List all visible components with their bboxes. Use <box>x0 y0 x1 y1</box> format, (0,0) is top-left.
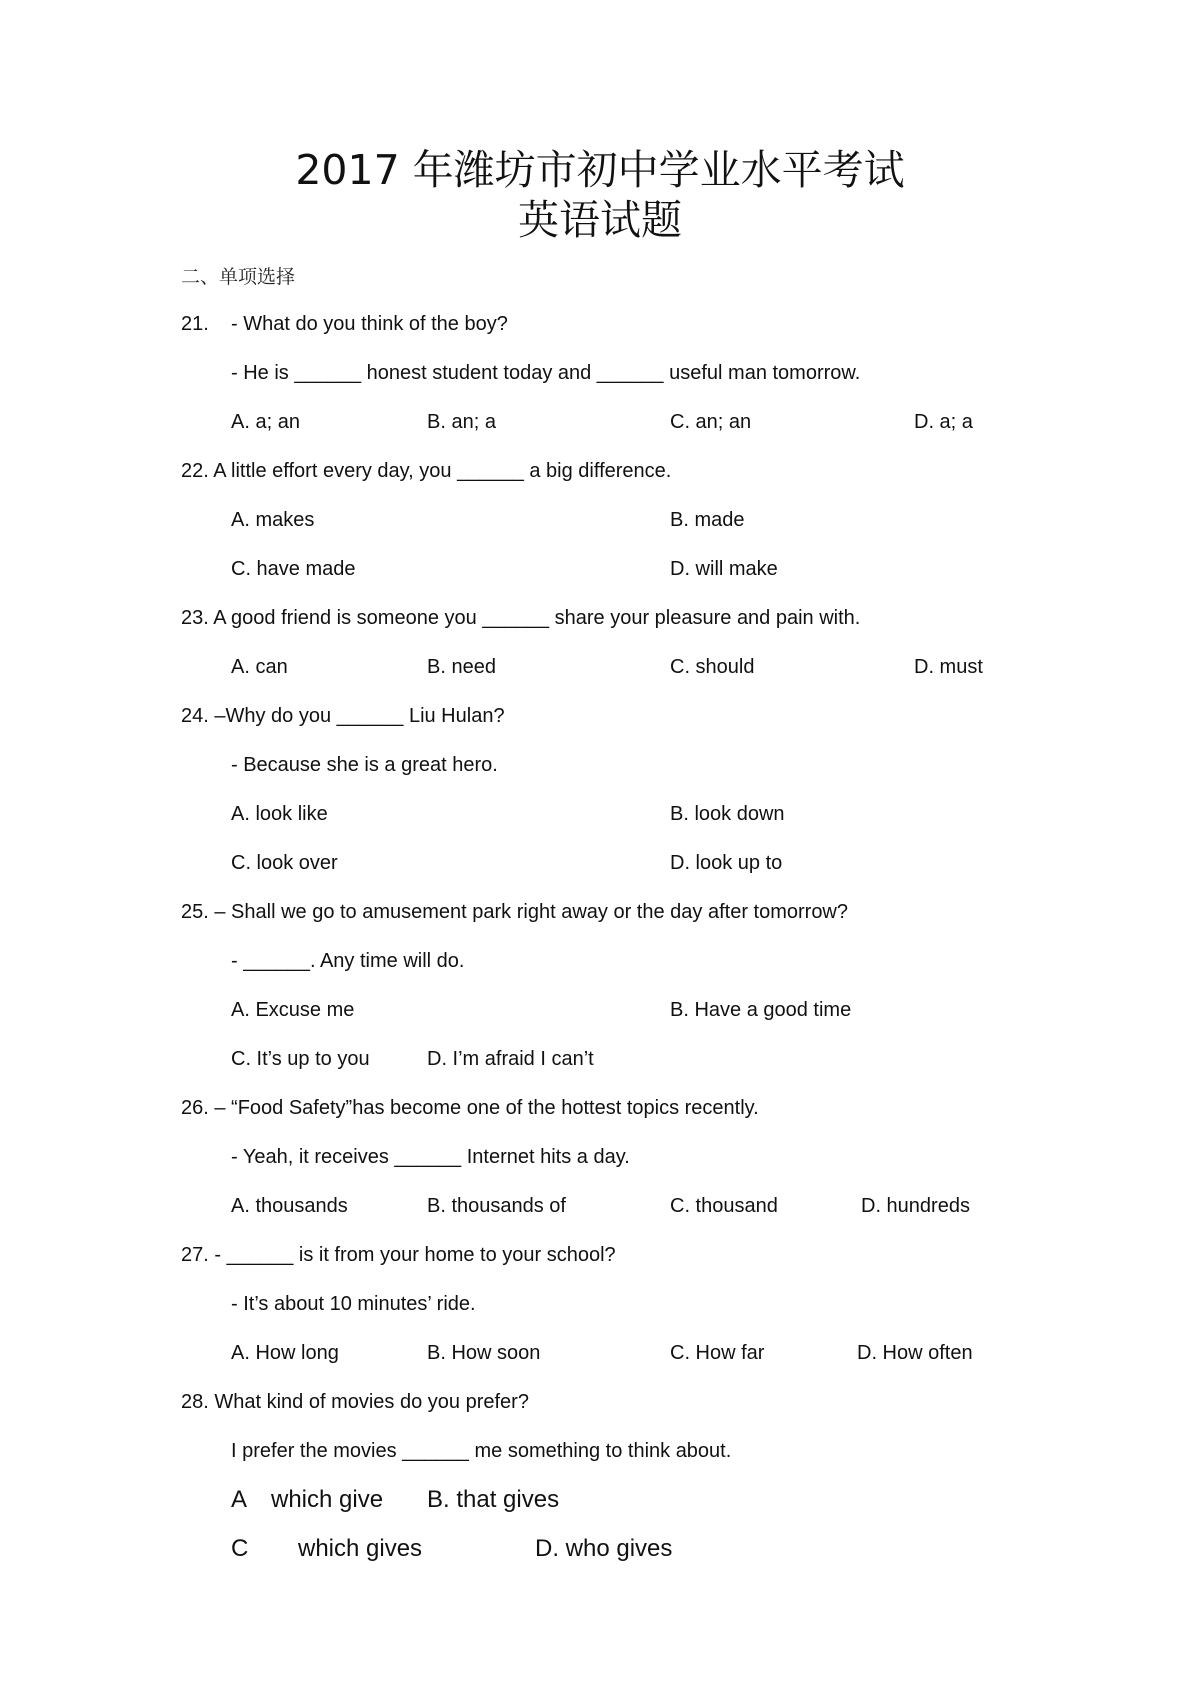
question-27-option-c: C. How far <box>670 1342 765 1364</box>
section-heading: 二、单项选择 <box>181 266 296 288</box>
question-21-option-d: D. a; a <box>914 411 973 433</box>
question-27-option-b: B. How soon <box>427 1342 541 1364</box>
question-25-followup: - ______. Any time will do. <box>231 950 465 972</box>
question-23-option-a: A. can <box>231 656 288 678</box>
question-22-option-c: C. have made <box>231 558 356 580</box>
question-24-option-a: A. look like <box>231 803 328 825</box>
question-28-followup: I prefer the movies ______ me something to think about. <box>231 1440 732 1462</box>
question-23-option-c: C. should <box>670 656 755 678</box>
question-28-option-a-text: which give <box>271 1486 384 1513</box>
question-25-stem: 25. – Shall we go to amusement park right away or the day after tomorrow? <box>181 901 849 923</box>
question-27-followup: - It’s about 10 minutes’ ride. <box>231 1293 476 1315</box>
question-25-option-c: C. It’s up to you <box>231 1048 370 1070</box>
question-27-stem: 27. - ______ is it from your home to your school? <box>181 1244 616 1266</box>
question-25-option-b: B. Have a good time <box>670 999 852 1021</box>
question-28-stem: 28. What kind of movies do you prefer? <box>181 1391 529 1413</box>
question-21-stem: 21. - What do you think of the boy? <box>181 313 508 335</box>
question-26-option-d: D. hundreds <box>861 1195 970 1217</box>
question-24-option-c: C. look over <box>231 852 338 874</box>
question-28-option-b: B. that gives <box>427 1486 560 1513</box>
question-22-option-b: B. made <box>670 509 745 531</box>
question-27-option-a: A. How long <box>231 1342 339 1364</box>
question-26-option-c: C. thousand <box>670 1195 778 1217</box>
question-21-option-b: B. an; a <box>427 411 496 433</box>
question-26-stem: 26. – “Food Safety”has become one of the hottest topics recently. <box>181 1097 759 1119</box>
question-21-option-a: A. a; an <box>231 411 300 433</box>
question-26-followup: - Yeah, it receives ______ Internet hits a day. <box>231 1146 630 1168</box>
question-25-option-d: D. I’m afraid I can’t <box>427 1048 594 1070</box>
question-22-option-a: A. makes <box>231 509 315 531</box>
question-23-option-b: B. need <box>427 656 496 678</box>
question-28-option-a-letter: A <box>231 1486 248 1513</box>
question-28-option-c-letter: C <box>231 1535 249 1562</box>
exam-subtitle: 英语试题 <box>518 196 682 244</box>
question-26-option-a: A. thousands <box>231 1195 348 1217</box>
question-21-option-c: C. an; an <box>670 411 752 433</box>
question-24-option-d: D. look up to <box>670 852 783 874</box>
exam-title: 2017 年潍坊市初中学业水平考试 <box>295 146 905 194</box>
question-24-option-b: B. look down <box>670 803 785 825</box>
question-23-option-d: D. must <box>914 656 983 678</box>
question-22-option-d: D. will make <box>670 558 778 580</box>
question-23-stem: 23. A good friend is someone you ______ share your pleasure and pain with. <box>181 607 861 629</box>
question-22-stem: 22. A little effort every day, you ______ a big difference. <box>181 460 672 482</box>
question-21-followup: - He is ______ honest student today and ______ useful man tomorrow. <box>231 362 861 384</box>
question-24-followup: - Because she is a great hero. <box>231 754 498 776</box>
question-28-option-d: D. who gives <box>535 1535 673 1562</box>
question-26-option-b: B. thousands of <box>427 1195 566 1217</box>
question-27-option-d: D. How often <box>857 1342 973 1364</box>
question-24-stem: 24. –Why do you ______ Liu Hulan? <box>181 705 505 727</box>
question-25-option-a: A. Excuse me <box>231 999 355 1021</box>
question-28-option-c-text: which gives <box>298 1535 423 1562</box>
